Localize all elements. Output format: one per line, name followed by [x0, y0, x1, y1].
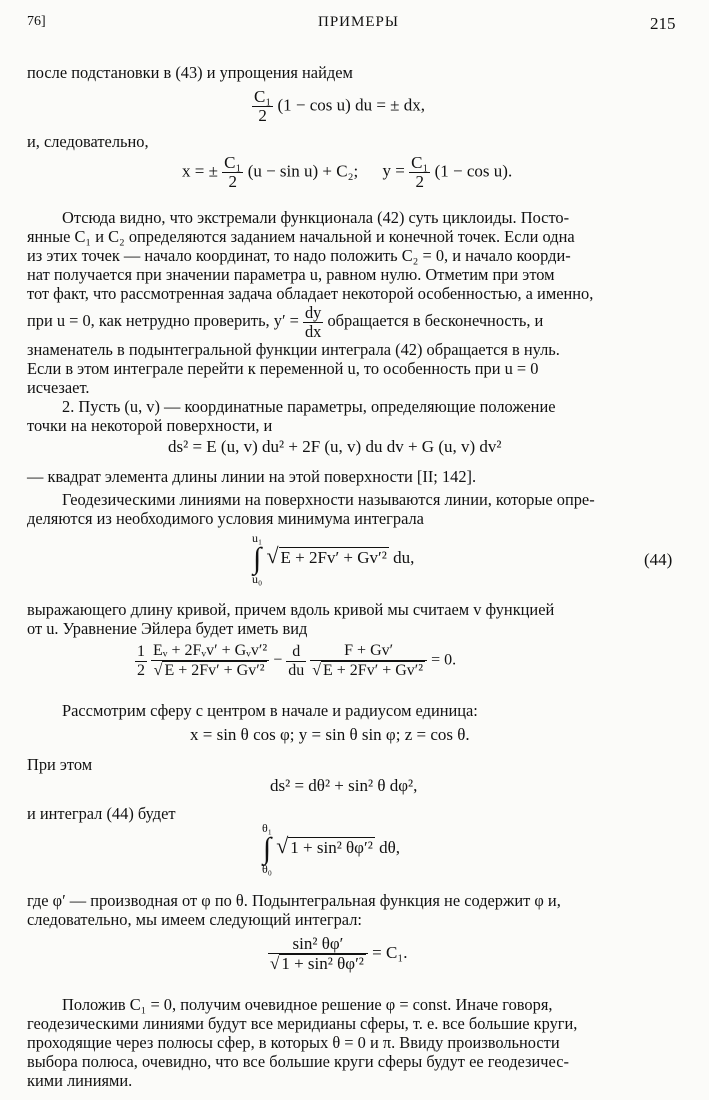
sphere-equation: x = sin θ cos φ; y = sin θ sin φ; z = cos θ.	[190, 725, 470, 744]
euler-equation: $\frac{1}{2}$ $\frac{\text{Eᵥ + 2Fᵥv′ + Gᵥv′²}}{\text{√ E + 2Fv′ + Gv′²}}$ − $\frac{d}{du}$ $\frac{F + Gv'}{\text{√ E + 2Fv′ + Gv′²}}$ = 0.	[137, 642, 457, 679]
text-line: где φ′ — производная от φ по θ. Подынтегральная функция не содержит φ и,	[27, 891, 561, 910]
text-line: деляются из необходимого условия минимума интеграла	[27, 509, 424, 528]
equation-1: $\frac{\text{C₁}}{2}$ (1 − cos u) du = ± dx,	[254, 87, 426, 125]
page-title: ПРИМЕРЫ	[318, 14, 399, 30]
equation-44: u₁ ∫ u₀ √ E + 2Fv′ + Gv′² du,	[252, 531, 415, 586]
text-line: нат получается при значении параметра u, равном нулю. Отметим при этом	[27, 265, 555, 284]
text-line: от u. Уравнение Эйлера будет иметь вид	[27, 619, 308, 638]
text-line-with-derivative: при u = 0, как нетрудно проверить, y′ = $\frac{dy}{dx}$ обращается в бесконечность, и	[27, 302, 544, 341]
text-line: янные C₁ и C₂ определяются заданием начальной и конечной точек. Если одна	[27, 227, 575, 246]
text-line: выбора полюса, очевидно, что все большие круги сферы будут ее геодезичес-	[27, 1052, 569, 1071]
text-line: следовательно, мы имеем следующий интеграл:	[27, 910, 362, 929]
text-line: Отсюда видно, что экстремали функционала (42) суть циклоиды. Посто-	[62, 208, 570, 227]
equation-tag-44: (44)	[644, 550, 673, 569]
text-line: кими линиями.	[27, 1071, 133, 1090]
text-line: из этих точек — начало координат, то надо положить C₂ = 0, и начало коорди-	[27, 246, 571, 265]
text-line: 2. Пусть (u, v) — координатные параметры, определяющие положение	[62, 397, 556, 416]
text-line: выражающего длину кривой, причем вдоль кривой мы считаем v функцией	[27, 600, 555, 619]
sphere-integral: θ₁ ∫ θ₀ √ 1 + sin² θφ′² dθ,	[262, 821, 400, 876]
text-line: и интеграл (44) будет	[27, 804, 176, 823]
text-line: знаменатель в подынтегральной функции интеграла (42) обращается в нуль.	[27, 340, 560, 359]
text-line: Рассмотрим сферу с центром в начале и радиусом единица:	[62, 701, 478, 720]
text-line: после подстановки в (43) и упрощения найдем	[27, 63, 353, 82]
text-line: При этом	[27, 755, 93, 774]
text-line: точки на некоторой поверхности, и	[27, 416, 273, 435]
text-line: геодезическими линиями будут все меридианы сферы, т. е. все большие круги,	[27, 1014, 578, 1033]
equation-2: x = ± $\frac{\text{C₁}}{2}$ (u − sin u) + C₂; y = $\frac{\text{C₁}}{2}$ (1 − cos u).	[182, 153, 513, 191]
sphere-metric: ds² = dθ² + sin² θ dφ²,	[270, 776, 418, 795]
text-line: тот факт, что рассмотренная задача обладает некоторой особенностью, а именно,	[27, 284, 594, 303]
text-line: — квадрат элемента длины линии на этой поверхности [II; 142].	[27, 467, 477, 486]
text-line: исчезает.	[27, 378, 90, 397]
text-line: проходящие через полюсы сфер, в которых θ = 0 и π. Ввиду произвольности	[27, 1033, 560, 1052]
section-number: 76]	[27, 14, 46, 29]
first-integral: $\frac{\text{sin² θφ′}}{\text{√ 1 + sin² θφ′²}}$ = C₁.	[270, 934, 408, 973]
page-number: 215	[650, 14, 676, 33]
text-line: и, следовательно,	[27, 132, 149, 151]
text-line: Геодезическими линиями на поверхности называются линии, которые опре-	[62, 490, 595, 509]
text-line: Положив C₁ = 0, получим очевидное решение φ = const. Иначе говоря,	[62, 995, 553, 1014]
text-line: Если в этом интеграле перейти к переменной u, то особенность при u = 0	[27, 359, 539, 378]
equation-metric: ds² = E (u, v) du² + 2F (u, v) du dv + G (u, v) dv²	[168, 437, 502, 456]
